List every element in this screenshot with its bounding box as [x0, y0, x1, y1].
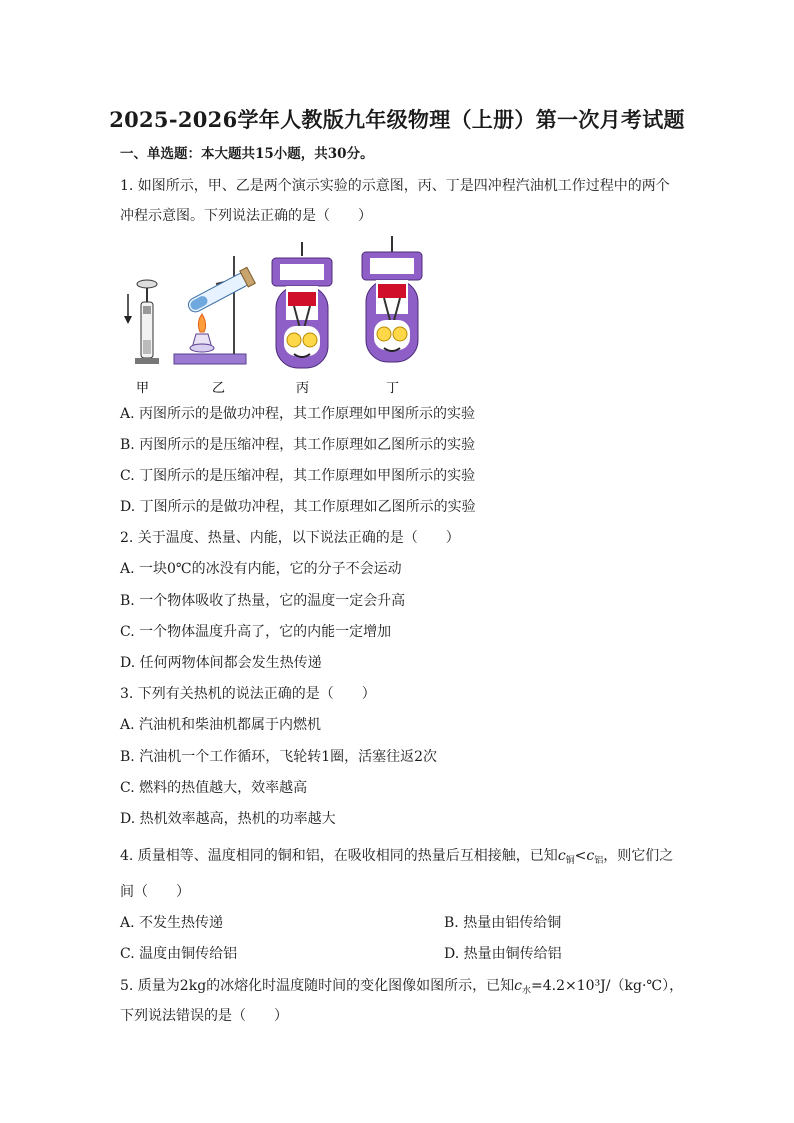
- q1-option-c: C. 丁图所示的是压缩冲程，其工作原理如甲图所示的实验: [120, 468, 476, 484]
- figure-jia-compression-tube: [124, 280, 159, 364]
- q4-c-symbol: c: [557, 848, 566, 864]
- q4-less-than: <: [574, 848, 587, 864]
- q1-stem-line2: 冲程示意图。下列说法正确的是（ ）: [120, 208, 372, 224]
- q1-option-b: B. 丙图所示的是压缩冲程，其工作原理如乙图所示的实验: [120, 437, 476, 453]
- q4-option-a: A. 不发生热传递: [120, 915, 224, 931]
- q5-c-symbol: c: [514, 978, 523, 994]
- q3-stem: 3. 下列有关热机的说法正确的是（ ）: [120, 686, 376, 702]
- page-title: 2025-2026学年人教版九年级物理（上册）第一次月考试题: [109, 107, 685, 132]
- q1-option-d: D. 丁图所示的是做功冲程，其工作原理如乙图所示的实验: [120, 499, 476, 515]
- q4-stem-post: ，则它们之: [603, 848, 674, 864]
- q4-stem-line1: [120, 846, 673, 871]
- q4-sub-copper: 铜: [565, 856, 575, 866]
- q5-stem-post: =4.2×10³J/（kg·℃），: [531, 978, 684, 994]
- q4-stem-line2: 间（ ）: [120, 884, 190, 900]
- q3-option-c: C. 燃料的热值越大，效率越高: [120, 780, 308, 796]
- q2-option-d: D. 任何两物体间都会发生热传递: [120, 655, 322, 671]
- figure-bing-engine: [272, 242, 332, 368]
- label-bing: 丙: [296, 381, 310, 396]
- q1-option-a: A. 丙图所示的是做功冲程，其工作原理如甲图所示的实验: [120, 406, 476, 422]
- q4-c-symbol-2: c: [586, 848, 595, 864]
- figure-yi-heating-test-tube: [174, 256, 255, 364]
- q3-option-b: B. 汽油机一个工作循环，飞轮转1圈，活塞往返2次: [120, 749, 438, 765]
- q2-stem: 2. 关于温度、热量、内能，以下说法正确的是（ ）: [120, 530, 460, 546]
- q4-option-c: C. 温度由铜传给铝: [120, 946, 238, 962]
- q3-option-d: D. 热机效率越高，热机的功率越大: [120, 811, 336, 827]
- q3-option-a: A. 汽油机和柴油机都属于内燃机: [120, 717, 322, 733]
- q5-sub-water: 水: [522, 986, 532, 996]
- q4-sub-aluminum: 铝: [594, 856, 604, 866]
- q5-stem-line1: [120, 976, 683, 1001]
- q1-figure: [116, 236, 446, 396]
- q5-stem-line2: 下列说法错误的是（ ）: [120, 1008, 288, 1024]
- label-ding: 丁: [386, 381, 400, 396]
- q2-option-c: C. 一个物体温度升高了，它的内能一定增加: [120, 624, 392, 640]
- q4-option-d: D. 热量由铜传给铝: [444, 946, 562, 962]
- label-jia: 甲: [136, 381, 150, 396]
- section-heading: 一、单选题：本大题共15小题，共30分。: [120, 146, 374, 162]
- q2-option-a: A. 一块0℃的冰没有内能，它的分子不会运动: [120, 561, 402, 577]
- q4-stem-pre: 4. 质量相等、温度相同的铜和铝，在吸收相同的热量后互相接触，已知: [120, 848, 558, 864]
- q2-option-b: B. 一个物体吸收了热量，它的温度一定会升高: [120, 593, 406, 609]
- q1-stem-line1: 1. 如图所示，甲、乙是两个演示实验的示意图，丙、丁是四冲程汽油机工作过程中的两个: [120, 178, 670, 194]
- label-yi: 乙: [212, 381, 226, 396]
- figure-ding-engine: [362, 236, 422, 362]
- q4-option-b: B. 热量由铝传给铜: [444, 915, 562, 931]
- q5-stem-pre: 5. 质量为2kg的冰熔化时温度随时间的变化图像如图所示，已知: [120, 978, 515, 994]
